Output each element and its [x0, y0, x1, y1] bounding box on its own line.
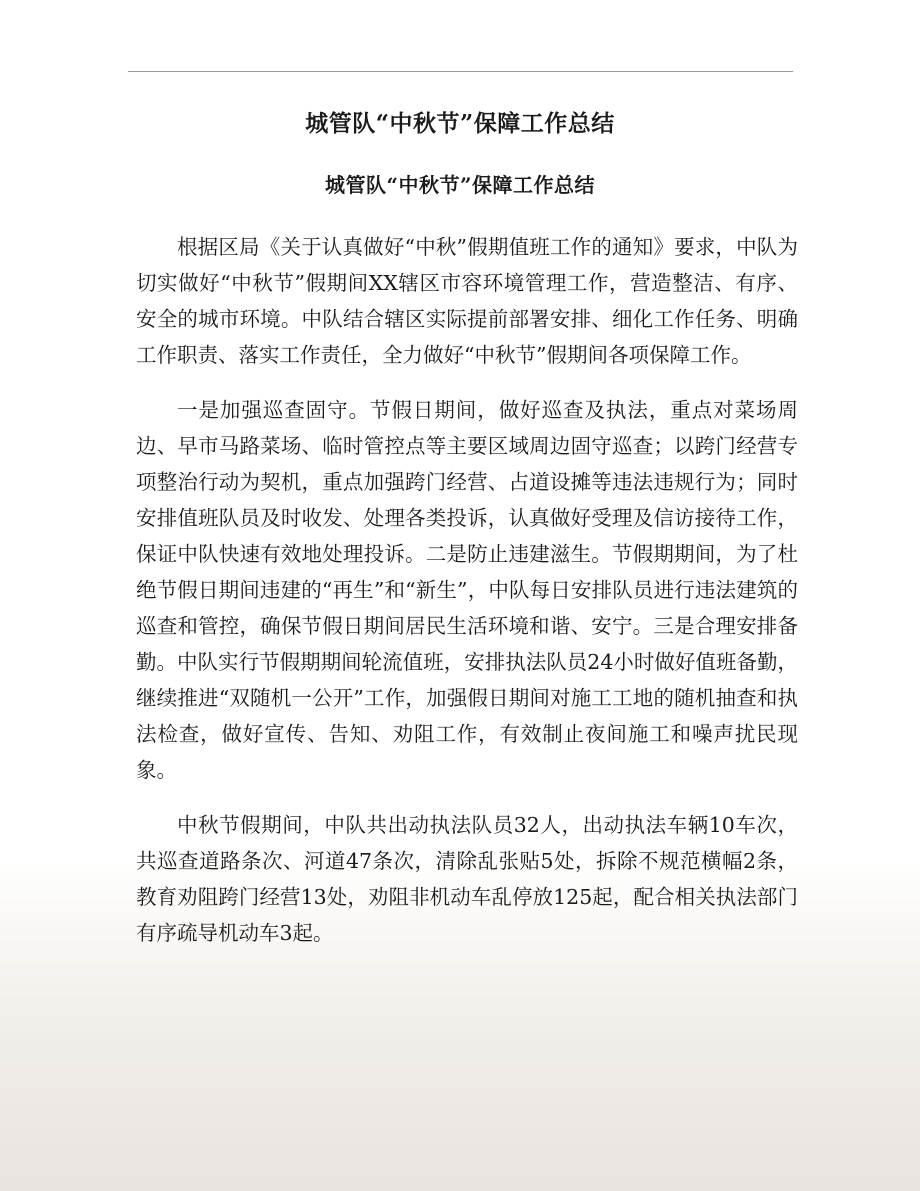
- document-title: 城管队“中秋节”保障工作总结: [305, 110, 615, 137]
- paragraph-intro: 根据区局《关于认真做好“中秋”假期值班工作的通知》要求，中队为切实做好“中秋节”假期间XX辖区市容环境管理工作，营造整洁、有序、安全的城市环境。中队结合辖区实际提前部署安排、细化工作任务、明确工作职责、落实工作责任，全力做好“中秋节”假期间各项保障工作。: [136, 235, 798, 367]
- paragraph-statistics: 中秋节假期间，中队共出动执法队员32人，出动执法车辆10车次，共巡查道路条次、河道47条次，清除乱张贴5处，拆除不规范横幅2条，教育劝阻跨门经营13处，劝阻非机动车乱停放125起，配合相关执法部门有序疏导机动车3起。: [136, 813, 798, 945]
- document-body: [136, 229, 798, 970]
- paragraph-measures: 一是加强巡查固守。节假日期间，做好巡查及执法，重点对菜场周边、早市马路菜场、临时管控点等主要区域周边固守巡查；以跨门经营专项整治行动为契机，重点加强跨门经营、占道设摊等违法违规行为；同时安排值班队员及时收发、处理各类投诉，认真做好受理及信访接待工作，保证中队快速有效地处理投诉。二是防止违建滋生。节假期期间，为了杜绝节假日期间违建的“再生”和“新生”，中队每日安排队员进行违法建筑的巡查和管控，确保节假日期间居民生活环境和谐、安宁。三是合理安排备勤。中队实行节假期期间轮流值班，安排执法队员24小时做好值班备勤，继续推进“双随机一公开”工作，加强假日期间对施工工地的随机抽查和执法检查，做好宣传、告知、劝阻工作，有效制止夜间施工和噪声扰民现象。: [136, 398, 798, 782]
- document-subtitle: 城管队“中秋节”保障工作总结: [324, 173, 595, 197]
- header-rule: [128, 71, 793, 72]
